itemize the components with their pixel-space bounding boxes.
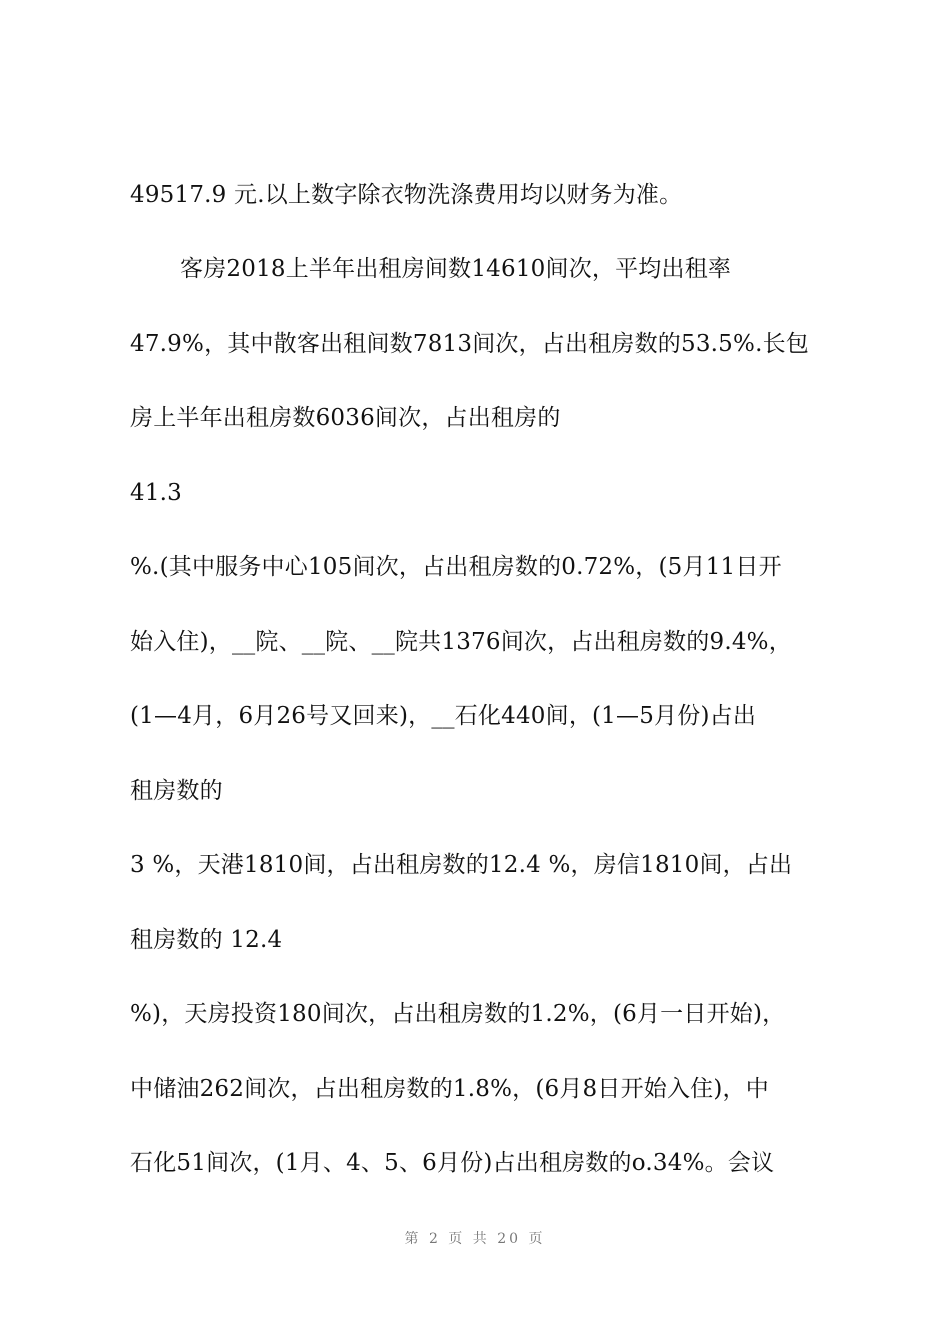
- text-line: 3 %，天港1810间，占出租房数的12.4 %，房信1810间，占出: [130, 852, 793, 878]
- text-line: 47.9%，其中散客出租间数7813间次，占出租房数的53.5%.长包: [130, 331, 809, 357]
- text-line: %.(其中服务中心105间次，占出租房数的0.72%，(5月11日开: [130, 554, 782, 580]
- paragraph-start-line: 客房2018上半年出租房间数14610间次，平均出租率: [180, 256, 732, 282]
- text-line: (1—4月，6月26号又回来)，__石化440间，(1—5月份)占出: [130, 703, 757, 729]
- text-line: 租房数的 12.4: [130, 927, 283, 953]
- text-line: 41.3: [130, 480, 183, 506]
- text-line: 49517.9 元.以上数字除衣物洗涤费用均以财务为准。: [130, 182, 683, 208]
- text-line: 始入住)，__院、__院、__院共1376间次，占出租房数的9.4%，: [130, 629, 792, 655]
- text-line: %)，天房投资180间次，占出租房数的1.2%，(6月一日开始)，: [130, 1001, 786, 1027]
- text-line: 中储油262间次，占出租房数的1.8%，(6月8日开始入住)，中: [130, 1076, 769, 1102]
- text-line: 租房数的: [130, 778, 223, 804]
- text-line: 房上半年出租房数6036间次，占出租房的: [130, 405, 561, 431]
- page-number-footer: 第 2 页 共 20 页: [404, 1231, 546, 1247]
- text-line: 石化51间次，(1月、4、5、6月份)占出租房数的o.34%。会议: [130, 1150, 775, 1176]
